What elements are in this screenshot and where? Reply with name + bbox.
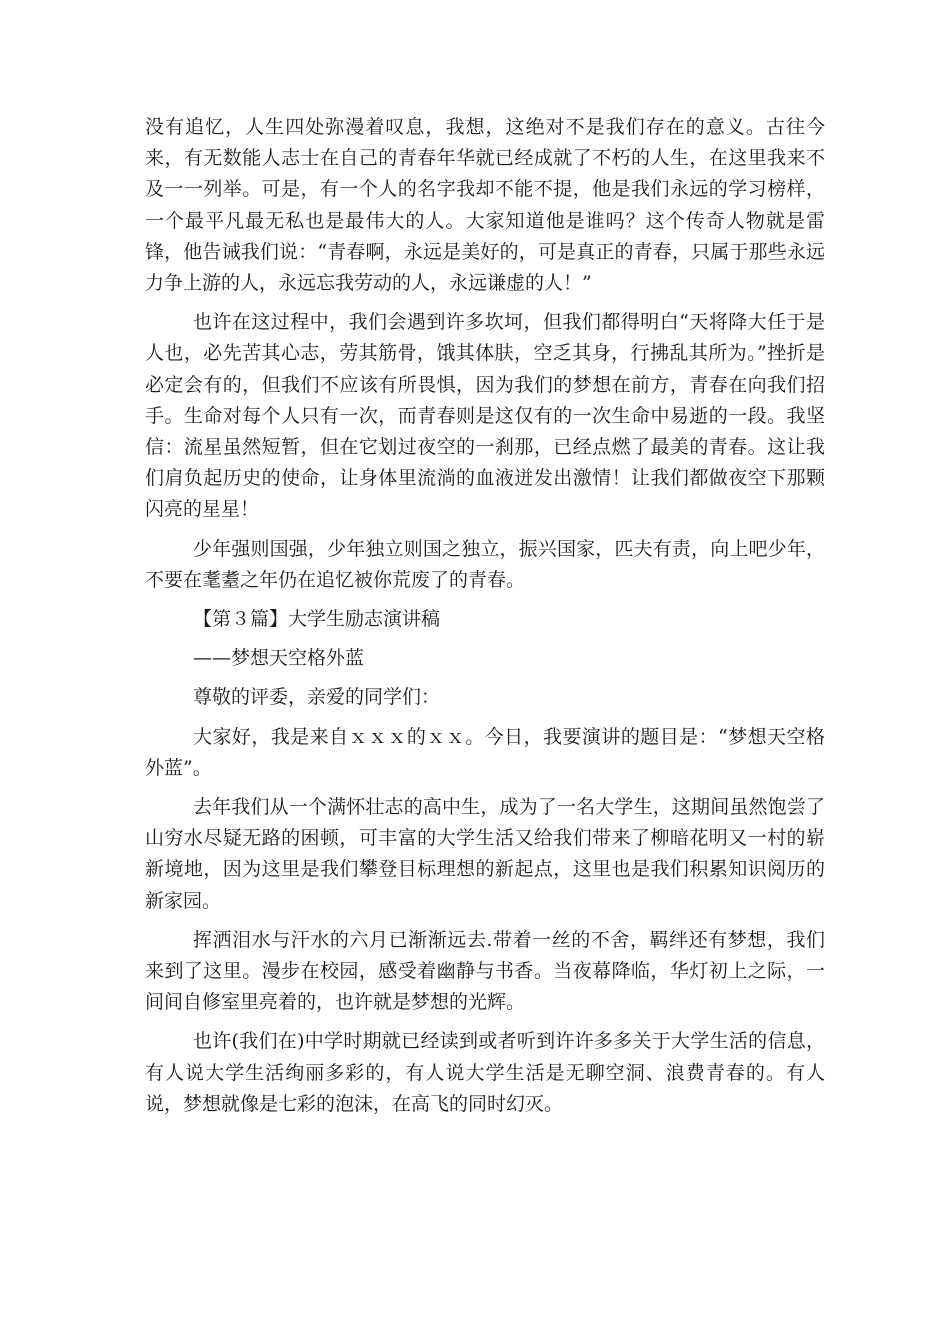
section-subtitle: ——梦想天空格外蓝	[193, 647, 365, 670]
paragraph-2: 也许在这过程中，我们会遇到许多坎坷，但我们都得明白“天将降大任于是人也，必先苦其心志，劳其筋骨，饿其体肤，空乏其身，行拂乱其所为。”挫折是必定会有的，但我们不应该有所畏惧，因为我们的梦想在前方，青春在向我们招手。生命对每个人只有一次，而青春则是这仅有的一次生命中易逝的一段。我坚信：流星虽然短暂，但在它划过夜空的一刹那，已经点燃了最美的青春。这让我们肩负起历史的使命，让身体里流淌的血液迸发出激情！让我们都做夜空下那颗闪亮的星星！	[145, 311, 825, 521]
paragraph-greeting: 大家好，我是来自ｘｘｘ的ｘｘ。今日，我要演讲的题目是：“梦想天空格外蓝”。	[145, 725, 825, 779]
paragraph-3: 少年强则国强，少年独立则国之独立，振兴国家，匹夫有责，向上吧少年，不要在耄耋之年仍在追忆被你荒废了的青春。	[145, 537, 825, 591]
section-heading: 【第３篇】大学生励志演讲稿	[193, 608, 441, 631]
paragraph-1: 没有追忆，人生四处弥漫着叹息，我想，这绝对不是我们存在的意义。古往今来，有无数能人志士在自己的青春年华就已经成就了不朽的人生，在这里我来不及一一列举。可是，有一个人的名字我却不能不提，他是我们永远的学习榜样，一个最平凡最无私也是最伟大的人。大家知道他是谁吗？这个传奇人物就是雷锋，他告诫我们说：“青春啊，永远是美好的，可是真正的青春，只属于那些永远力争上游的人，永远忘我劳动的人，永远谦虚的人！”	[145, 116, 825, 295]
salutation: 尊敬的评委，亲爱的同学们：	[193, 686, 441, 709]
paragraph-6: 也许(我们在)中学时期就已经读到或者听到许许多多关于大学生活的信息，有人说大学生活绚丽多彩的，有人说大学生活是无聊空洞、浪费青春的。有人说，梦想就像是七彩的泡沫，在高飞的同时幻灭。	[145, 1030, 825, 1115]
paragraph-4: 去年我们从一个满怀壮志的高中生，成为了一名大学生，这期间虽然饱尝了山穷水尽疑无路的困顿，可丰富的大学生活又给我们带来了柳暗花明又一村的崭新境地，因为这里是我们攀登目标理想的新起点，这里也是我们积累知识阅历的新家园。	[145, 796, 825, 912]
document-page	[145, 112, 825, 1120]
paragraph-5: 挥洒泪水与汗水的六月已渐渐远去.带着一丝的不舍，羁绊还有梦想，我们来到了这里。漫步在校园，感受着幽静与书香。当夜幕降临，华灯初上之际，一间间自修室里亮着的，也许就是梦想的光辉。	[145, 928, 825, 1014]
